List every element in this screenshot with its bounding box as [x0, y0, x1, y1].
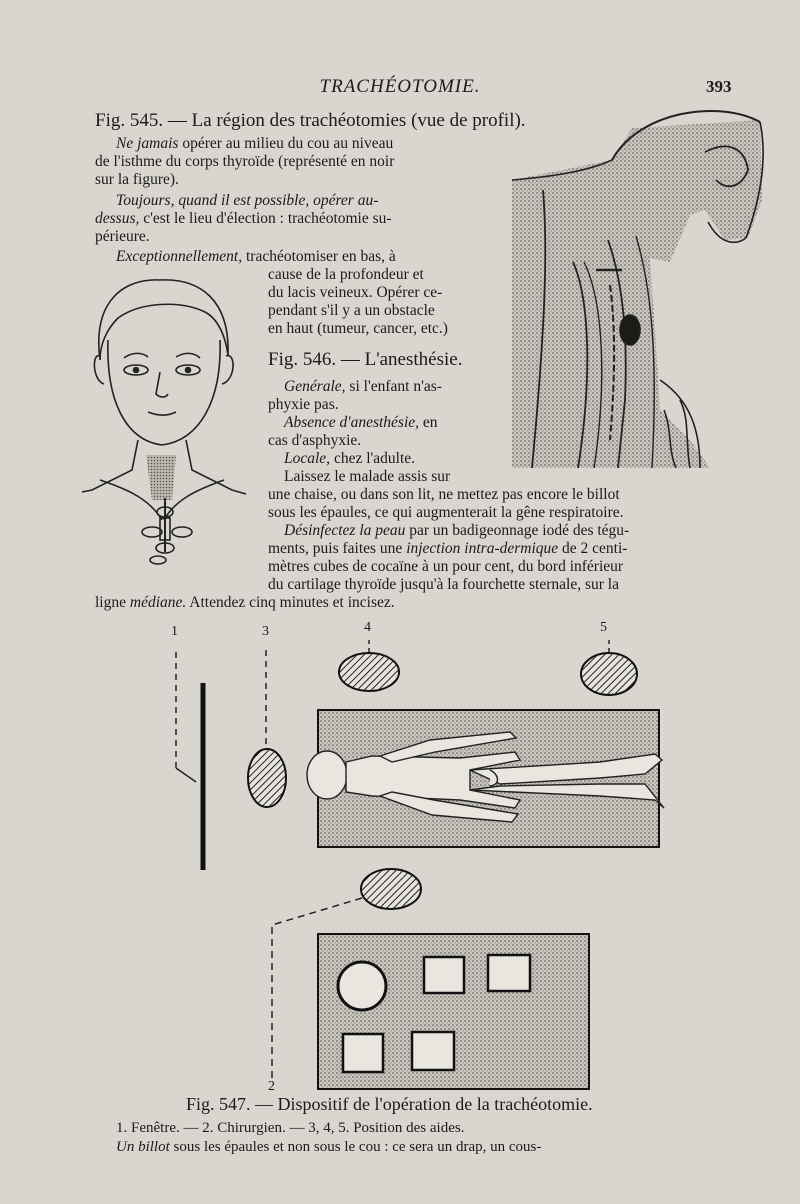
fig546-text-line-12: du cartilage thyroïde jusqu'à la fourchette sternale, sur la	[268, 576, 619, 593]
text: opérer au milieu du cou au niveau	[182, 135, 394, 152]
face-illustration	[82, 280, 246, 564]
fig547-caption: Fig. 547. — Dispositif de l'opération de la trachéotomie.	[186, 1094, 593, 1114]
fig546-text-line-7: une chaise, ou dans son lit, ne mettez pas encore le billot	[268, 486, 620, 503]
text: trachéotomiser en bas, à	[245, 248, 396, 265]
fig545-caption: Fig. 545. — La région des trachéotomies (vue de profil).	[95, 110, 526, 131]
text: Attendez cinq minutes et incisez.	[189, 594, 395, 611]
fig546-text-line-11: mètres cubes de cocaïne à un pour cent, du bord inférieur	[268, 558, 624, 575]
emphasis: injection intra-dermique	[406, 540, 559, 557]
fig545-text-line-7	[116, 248, 396, 266]
text: chez l'adulte.	[333, 450, 416, 467]
text: de 2 centi-	[562, 540, 628, 557]
fig545-text-line-11: en haut (tumeur, cancer, etc.)	[268, 320, 448, 337]
emphasis: Désinfectez la peau	[284, 522, 406, 539]
diagram-label-surgeon: 2	[268, 1079, 275, 1094]
running-title: TRACHÉOTOMIE.	[319, 76, 481, 97]
fig546-text-line-8: sous les épaules, ce qui augmenterait la gêne respiratoire.	[268, 504, 624, 521]
fig545-text-line-6: périeure.	[95, 228, 150, 245]
fig546-text-line-6: Laissez le malade assis sur	[284, 468, 451, 485]
emphasis: Un billot	[116, 1139, 170, 1155]
fig546-text-line-2: phyxie pas.	[268, 396, 339, 413]
diagram-label-window: 1	[171, 624, 178, 639]
fig545-text-line-4: Toujours, quand il est possible, opérer au-	[116, 192, 379, 209]
emphasis: Locale,	[284, 450, 331, 467]
fig546-text-line-4: cas d'asphyxie.	[268, 432, 362, 449]
fig545-text-line-5	[95, 210, 392, 228]
fig546-text-line-5	[284, 450, 415, 468]
fig547-legend: 1. Fenêtre. — 2. Chirurgien. — 3, 4, 5. Position des aides.	[116, 1120, 465, 1136]
emphasis: Exceptionnellement,	[116, 248, 243, 265]
fig546-text-line-10	[268, 540, 627, 558]
footer-text-line	[116, 1139, 541, 1156]
emphasis: Ne jamais	[116, 135, 179, 152]
text: si l'enfant n'as-	[349, 378, 442, 395]
fig545-text-line-9: du lacis veineux. Opérer ce-	[268, 284, 443, 301]
text: sous les épaules et non sous le cou : ce sera un drap, un cous-	[173, 1139, 542, 1155]
operation-layout-diagram	[176, 640, 664, 1089]
fig546-text-line-1	[284, 378, 442, 396]
emphasis: Absence d'anesthésie,	[284, 414, 420, 431]
fig546-text-line-13	[95, 594, 395, 612]
text: par un badigeonnage iodé des tégu-	[409, 522, 630, 539]
fig545-text-line-10: pendant s'il y a un obstacle	[268, 302, 435, 319]
emphasis: dessus,	[95, 210, 140, 227]
emphasis: Genérale,	[284, 378, 346, 395]
fig546-caption: Fig. 546. — L'anesthésie.	[268, 349, 463, 370]
text: en	[422, 414, 438, 431]
text: ligne	[95, 594, 126, 611]
fig546-text-line-9	[284, 522, 629, 540]
diagram-label-assistant-5: 5	[600, 620, 607, 635]
text: ments, puis faites une	[268, 540, 403, 557]
diagram-label-assistant-4: 4	[364, 620, 371, 635]
emphasis: médiane.	[129, 594, 187, 611]
neck-profile-illustration	[512, 111, 763, 468]
text: c'est le lieu d'élection : trachéotomie su-	[143, 210, 392, 227]
diagram-label-assistant-3: 3	[262, 624, 269, 639]
page-number: 393	[706, 77, 732, 96]
fig545-text-line-2: de l'isthme du corps thyroïde (représenté en noir	[95, 153, 395, 170]
fig545-text-line-3: sur la figure).	[95, 171, 179, 188]
fig545-text-line-8: cause de la profondeur et	[268, 266, 424, 283]
fig545-text-line-1	[116, 135, 393, 153]
fig546-text-line-3	[284, 414, 438, 432]
